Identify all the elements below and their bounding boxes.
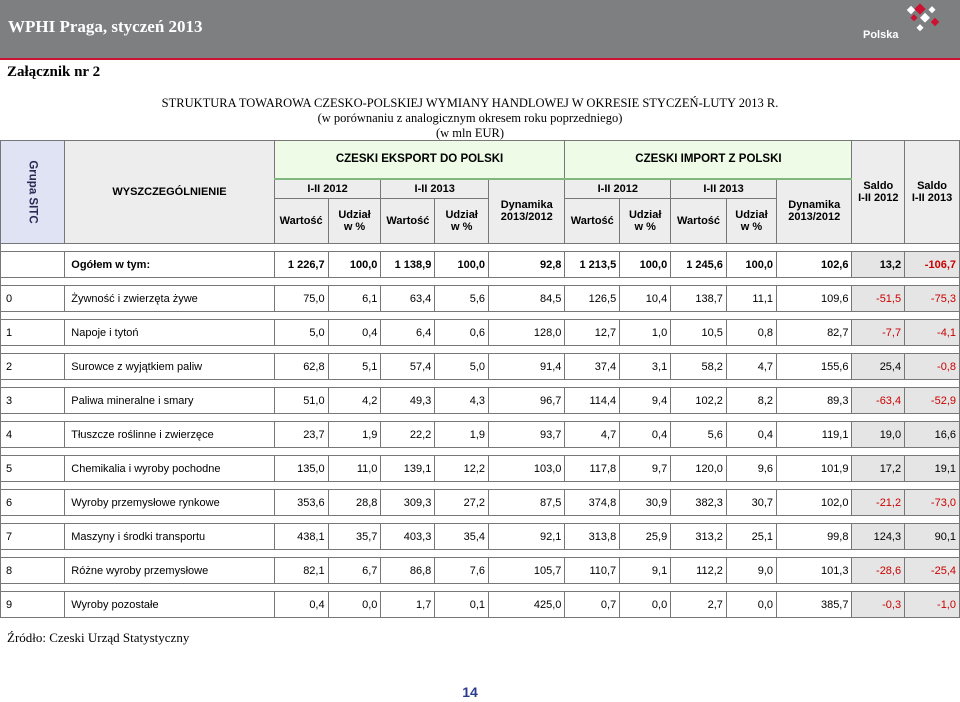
value-cell: -0,8 (905, 354, 960, 380)
sitc-code: 1 (1, 320, 65, 346)
value-cell: 0,7 (565, 592, 620, 618)
value-cell: 5,0 (274, 320, 328, 346)
value-cell: 27,2 (435, 490, 489, 516)
value-cell: 6,1 (328, 286, 381, 312)
value-cell: 82,7 (777, 320, 852, 346)
polska-logo-icon (862, 3, 952, 53)
export-header: CZESKI EKSPORT DO POLSKI (274, 141, 565, 179)
value-cell: 100,0 (620, 252, 671, 278)
share-header: Udział w % (328, 199, 381, 244)
value-cell: -7,7 (852, 320, 905, 346)
value-cell: 0,0 (726, 592, 776, 618)
sitc-group-header: Grupa SITC (1, 141, 65, 244)
value-cell: 58,2 (671, 354, 727, 380)
value-cell: 28,8 (328, 490, 381, 516)
value-cell: 100,0 (726, 252, 776, 278)
value-cell: -75,3 (905, 286, 960, 312)
share-header: Udział w % (620, 199, 671, 244)
value-cell: 84,5 (489, 286, 565, 312)
value-cell: 1,7 (381, 592, 435, 618)
value-cell: 1 138,9 (381, 252, 435, 278)
value-cell: 155,6 (777, 354, 852, 380)
spacer-row (1, 550, 960, 558)
value-cell: 25,1 (726, 524, 776, 550)
value-cell: 9,0 (726, 558, 776, 584)
value-cell: -1,0 (905, 592, 960, 618)
value-cell: 11,1 (726, 286, 776, 312)
value-cell: 101,9 (777, 456, 852, 482)
value-cell: 10,4 (620, 286, 671, 312)
row-label: Wyroby przemysłowe rynkowe (65, 490, 274, 516)
value-cell: 313,8 (565, 524, 620, 550)
value-cell: 82,1 (274, 558, 328, 584)
logo-text: Polska (863, 29, 899, 41)
sitc-code: 6 (1, 490, 65, 516)
value-cell: 109,6 (777, 286, 852, 312)
value-cell: 93,7 (489, 422, 565, 448)
export-period-2012: I-II 2012 (274, 179, 381, 199)
value-cell: -4,1 (905, 320, 960, 346)
export-dynamics-header: Dynamika 2013/2012 (489, 179, 565, 244)
value-header: Wartość (274, 199, 328, 244)
table-row (1, 558, 960, 584)
value-cell: 309,3 (381, 490, 435, 516)
table-row (1, 524, 960, 550)
value-cell: 63,4 (381, 286, 435, 312)
value-cell: 92,8 (489, 252, 565, 278)
page-number: 14 (462, 684, 478, 700)
table-unit: (w mln EUR) (435, 126, 505, 140)
row-label: Różne wyroby przemysłowe (65, 558, 274, 584)
value-cell: 0,4 (726, 422, 776, 448)
total-row (1, 252, 960, 278)
share-header: Udział w % (726, 199, 776, 244)
value-header: Wartość (381, 199, 435, 244)
value-cell: 138,7 (671, 286, 727, 312)
saldo-2012-header: Saldo I-II 2012 (852, 141, 905, 244)
spacer-row (1, 448, 960, 456)
value-cell: 5,6 (671, 422, 727, 448)
top-banner (0, 0, 960, 60)
sitc-code (1, 252, 65, 278)
value-cell: 57,4 (381, 354, 435, 380)
table-row (1, 592, 960, 618)
import-period-2013: I-II 2013 (671, 179, 777, 199)
banner-title: WPHI Praga, styczeń 2013 (8, 17, 203, 36)
spacer-row (1, 516, 960, 524)
sitc-code: 8 (1, 558, 65, 584)
value-cell: 139,1 (381, 456, 435, 482)
value-header: Wartość (671, 199, 727, 244)
value-cell: 403,3 (381, 524, 435, 550)
value-cell: 0,4 (274, 592, 328, 618)
value-cell: 30,7 (726, 490, 776, 516)
spacer-row (1, 414, 960, 422)
value-cell: 0,8 (726, 320, 776, 346)
value-cell: 128,0 (489, 320, 565, 346)
table-row (1, 422, 960, 448)
spacer-row (1, 312, 960, 320)
value-cell: -51,5 (852, 286, 905, 312)
value-cell: 91,4 (489, 354, 565, 380)
spacer-row (1, 380, 960, 388)
value-cell: 19,0 (852, 422, 905, 448)
row-label: Tłuszcze roślinne i zwierzęce (65, 422, 274, 448)
value-cell: 90,1 (905, 524, 960, 550)
value-cell: 7,6 (435, 558, 489, 584)
value-cell: 112,2 (671, 558, 727, 584)
value-cell: 9,1 (620, 558, 671, 584)
sitc-code: 7 (1, 524, 65, 550)
saldo-2013-header: Saldo I-II 2013 (905, 141, 960, 244)
value-cell: 1 245,6 (671, 252, 727, 278)
sitc-code: 5 (1, 456, 65, 482)
value-cell: 4,3 (435, 388, 489, 414)
value-cell: 62,8 (274, 354, 328, 380)
value-cell: 0,6 (435, 320, 489, 346)
value-cell: -28,6 (852, 558, 905, 584)
table-row (1, 354, 960, 380)
value-cell: 105,7 (489, 558, 565, 584)
sitc-code: 3 (1, 388, 65, 414)
value-cell: 37,4 (565, 354, 620, 380)
value-cell: 12,7 (565, 320, 620, 346)
spacer-row (1, 278, 960, 286)
value-cell: 89,3 (777, 388, 852, 414)
value-cell: 19,1 (905, 456, 960, 482)
spacer-row (1, 244, 960, 252)
value-cell: 101,3 (777, 558, 852, 584)
value-cell: 385,7 (777, 592, 852, 618)
value-cell: 6,7 (328, 558, 381, 584)
value-cell: 0,4 (328, 320, 381, 346)
row-label: Surowce z wyjątkiem paliw (65, 354, 274, 380)
value-cell: 49,3 (381, 388, 435, 414)
share-header: Udział w % (435, 199, 489, 244)
value-cell: 99,8 (777, 524, 852, 550)
row-label: Napoje i tytoń (65, 320, 274, 346)
annex-title: Załącznik nr 2 (7, 64, 101, 80)
value-cell: 425,0 (489, 592, 565, 618)
value-cell: 16,6 (905, 422, 960, 448)
value-cell: 86,8 (381, 558, 435, 584)
value-cell: -106,7 (905, 252, 960, 278)
value-cell: 102,6 (777, 252, 852, 278)
value-cell: 135,0 (274, 456, 328, 482)
value-cell: 4,7 (726, 354, 776, 380)
value-cell: 114,4 (565, 388, 620, 414)
value-cell: 313,2 (671, 524, 727, 550)
value-cell: 25,4 (852, 354, 905, 380)
value-cell: 110,7 (565, 558, 620, 584)
table-row (1, 320, 960, 346)
import-dynamics-header: Dynamika 2013/2012 (777, 179, 852, 244)
value-cell: 117,8 (565, 456, 620, 482)
import-header: CZESKI IMPORT Z POLSKI (565, 141, 852, 179)
table-row (1, 456, 960, 482)
value-cell: 30,9 (620, 490, 671, 516)
polska-logo (862, 3, 952, 53)
value-cell: 92,1 (489, 524, 565, 550)
spacer-row (1, 346, 960, 354)
sitc-code: 2 (1, 354, 65, 380)
value-cell: -63,4 (852, 388, 905, 414)
value-cell: 103,0 (489, 456, 565, 482)
value-cell: 25,9 (620, 524, 671, 550)
value-cell: 5,1 (328, 354, 381, 380)
sitc-code: 4 (1, 422, 65, 448)
value-cell: 382,3 (671, 490, 727, 516)
value-cell: 0,1 (435, 592, 489, 618)
value-cell: 17,2 (852, 456, 905, 482)
value-cell: 3,1 (620, 354, 671, 380)
table-subtitle: (w porównaniu z analogicznym okresem roku poprzedniego) (317, 111, 623, 125)
value-cell: 13,2 (852, 252, 905, 278)
value-cell: 96,7 (489, 388, 565, 414)
value-cell: 102,0 (777, 490, 852, 516)
value-cell: 1,9 (328, 422, 381, 448)
value-cell: 12,2 (435, 456, 489, 482)
value-cell: 102,2 (671, 388, 727, 414)
value-cell: 438,1 (274, 524, 328, 550)
description-header: WYSZCZEGÓLNIENIE (65, 141, 274, 244)
value-cell: 10,5 (671, 320, 727, 346)
value-cell: 0,4 (620, 422, 671, 448)
value-cell: -25,4 (905, 558, 960, 584)
row-label: Maszyny i środki transportu (65, 524, 274, 550)
value-cell: 100,0 (435, 252, 489, 278)
value-cell: -73,0 (905, 490, 960, 516)
value-cell: 8,2 (726, 388, 776, 414)
value-cell: 124,3 (852, 524, 905, 550)
value-cell: 374,8 (565, 490, 620, 516)
value-cell: 9,4 (620, 388, 671, 414)
value-cell: 22,2 (381, 422, 435, 448)
value-cell: 1,9 (435, 422, 489, 448)
table-row (1, 490, 960, 516)
spacer-row (1, 482, 960, 490)
value-cell: 6,4 (381, 320, 435, 346)
sitc-code: 9 (1, 592, 65, 618)
import-period-2012: I-II 2012 (565, 179, 671, 199)
value-cell: 100,0 (328, 252, 381, 278)
value-cell: -21,2 (852, 490, 905, 516)
value-cell: 9,6 (726, 456, 776, 482)
value-cell: 35,4 (435, 524, 489, 550)
export-period-2013: I-II 2013 (381, 179, 489, 199)
value-cell: 2,7 (671, 592, 727, 618)
table-title: STRUKTURA TOWAROWA CZESKO-POLSKIEJ WYMIANY HANDLOWEJ W OKRESIE STYCZEŃ-LUTY 2013 R. (161, 96, 779, 110)
row-label: Chemikalia i wyroby pochodne (65, 456, 274, 482)
value-cell: 353,6 (274, 490, 328, 516)
value-cell: 87,5 (489, 490, 565, 516)
value-cell: 120,0 (671, 456, 727, 482)
row-label: Ogółem w tym: (65, 252, 274, 278)
value-cell: 119,1 (777, 422, 852, 448)
value-cell: 23,7 (274, 422, 328, 448)
source-note: Źródło: Czeski Urząd Statystyczny (7, 630, 190, 645)
table-body (1, 244, 960, 618)
sitc-code: 0 (1, 286, 65, 312)
value-cell: -0,3 (852, 592, 905, 618)
value-cell: 5,0 (435, 354, 489, 380)
row-label: Wyroby pozostałe (65, 592, 274, 618)
value-cell: 1 226,7 (274, 252, 328, 278)
value-cell: 9,7 (620, 456, 671, 482)
value-cell: 11,0 (328, 456, 381, 482)
value-cell: 4,2 (328, 388, 381, 414)
trade-table-wrapper (0, 140, 960, 618)
value-cell: 35,7 (328, 524, 381, 550)
table-row (1, 388, 960, 414)
value-cell: 4,7 (565, 422, 620, 448)
row-label: Paliwa mineralne i smary (65, 388, 274, 414)
value-cell: 0,0 (620, 592, 671, 618)
table-row (1, 286, 960, 312)
value-cell: 1 213,5 (565, 252, 620, 278)
value-cell: 5,6 (435, 286, 489, 312)
value-cell: 0,0 (328, 592, 381, 618)
trade-structure-table (0, 140, 960, 618)
value-cell: 126,5 (565, 286, 620, 312)
value-cell: 1,0 (620, 320, 671, 346)
value-header: Wartość (565, 199, 620, 244)
row-label: Żywność i zwierzęta żywe (65, 286, 274, 312)
spacer-row (1, 584, 960, 592)
value-cell: -52,9 (905, 388, 960, 414)
value-cell: 51,0 (274, 388, 328, 414)
value-cell: 75,0 (274, 286, 328, 312)
